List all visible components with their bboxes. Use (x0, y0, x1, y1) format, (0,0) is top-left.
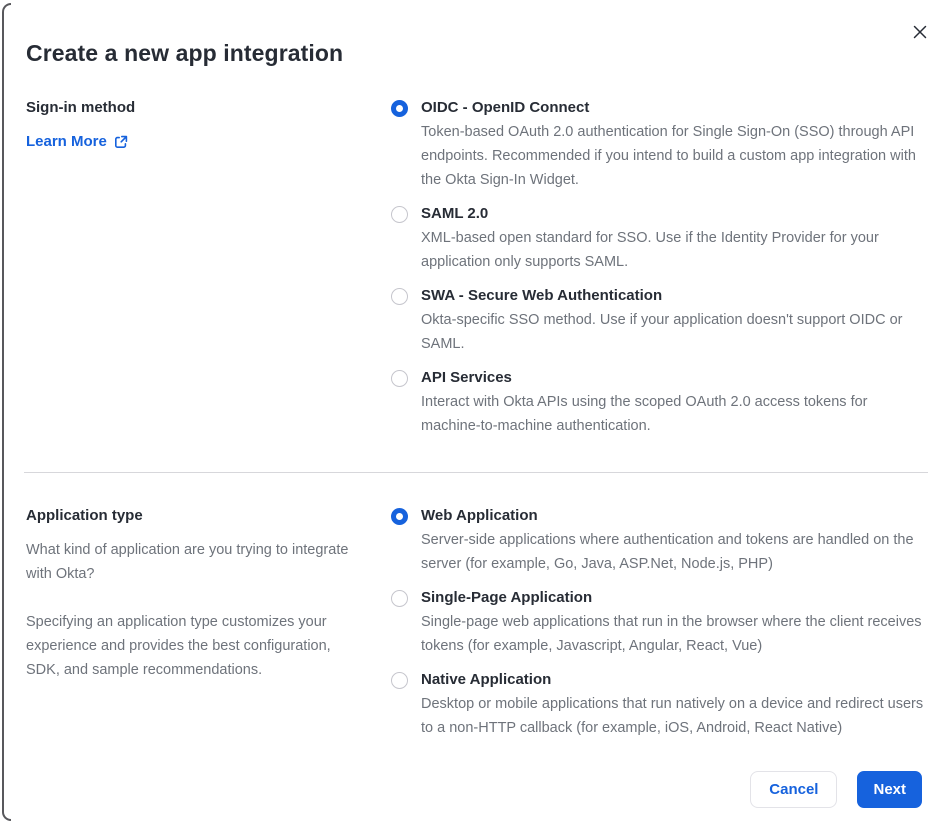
apptype-help-paragraph-2: Specifying an application type customizes your experience and provides the best configuration, SDK, and sample recommendations. (26, 614, 331, 678)
option-swa[interactable] (391, 284, 928, 356)
option-label: Single-Page Application (421, 589, 593, 606)
radio-swa[interactable] (391, 288, 408, 305)
radio-native-application[interactable] (391, 672, 408, 689)
close-button[interactable] (910, 22, 930, 42)
option-label: OIDC - OpenID Connect (421, 99, 590, 116)
option-api-services[interactable] (391, 366, 928, 438)
radio-single-page-application[interactable] (391, 590, 408, 607)
radio-web-application[interactable] (391, 508, 408, 525)
option-saml[interactable] (391, 202, 928, 274)
section-divider (24, 472, 928, 473)
option-label: API Services (421, 369, 512, 386)
page-title: Create a new app integration (26, 40, 344, 66)
option-text (421, 202, 928, 274)
learn-more-link[interactable] (26, 130, 128, 154)
radio-saml[interactable] (391, 206, 408, 223)
option-text (421, 366, 928, 438)
option-description: Okta-specific SSO method. Use if your application doesn't support OIDC or SAML. (421, 312, 903, 352)
signin-method-heading: Sign-in method (26, 99, 136, 116)
dialog-footer (26, 771, 928, 808)
apptype-help-paragraph-1: What kind of application are you trying to integrate with Okta? (26, 542, 349, 582)
signin-method-section (26, 96, 928, 438)
apptype-options-group (391, 504, 928, 740)
cancel-button[interactable]: Cancel (750, 771, 837, 808)
option-native-application[interactable] (391, 668, 928, 740)
learn-more-label: Learn More (26, 133, 107, 150)
option-single-page-application[interactable] (391, 586, 928, 658)
option-description: Server-side applications where authentication and tokens are handled on the server (for example, Go, Java, ASP.Net, Node.js, PHP) (421, 532, 914, 572)
option-oidc[interactable] (391, 96, 928, 192)
option-description: Token-based OAuth 2.0 authentication for Single Sign-On (SSO) through API endpoints. Recommended if you intend to build a custom app integration with the Okta Sign-In Widget. (421, 124, 916, 188)
option-text (421, 96, 928, 192)
signin-left-column (26, 96, 366, 438)
option-label: Web Application (421, 507, 538, 524)
next-button[interactable]: Next (857, 771, 922, 808)
option-text (421, 504, 928, 576)
option-label: Native Application (421, 671, 552, 688)
application-type-heading: Application type (26, 507, 143, 524)
option-text (421, 668, 928, 740)
apptype-left-column (26, 504, 366, 740)
radio-api-services[interactable] (391, 370, 408, 387)
option-description: Interact with Okta APIs using the scoped OAuth 2.0 access tokens for machine-to-machine authentication. (421, 394, 868, 434)
option-label: SAML 2.0 (421, 205, 489, 222)
signin-options-group (391, 96, 928, 438)
option-label: SWA - Secure Web Authentication (421, 287, 663, 304)
radio-oidc[interactable] (391, 100, 408, 117)
option-description: Desktop or mobile applications that run natively on a device and redirect users to a non-HTTP callback (for example, iOS, Android, React Native) (421, 696, 924, 736)
option-description: XML-based open standard for SSO. Use if the Identity Provider for your application only supports SAML. (421, 230, 879, 270)
option-web-application[interactable] (391, 504, 928, 576)
option-text (421, 586, 928, 658)
application-type-section (26, 504, 928, 740)
external-link-icon (107, 135, 128, 149)
option-text (421, 284, 928, 356)
close-icon (913, 25, 927, 39)
option-description: Single-page web applications that run in the browser where the client receives tokens (for example, Javascript, Angular, React, Vue) (421, 614, 922, 654)
